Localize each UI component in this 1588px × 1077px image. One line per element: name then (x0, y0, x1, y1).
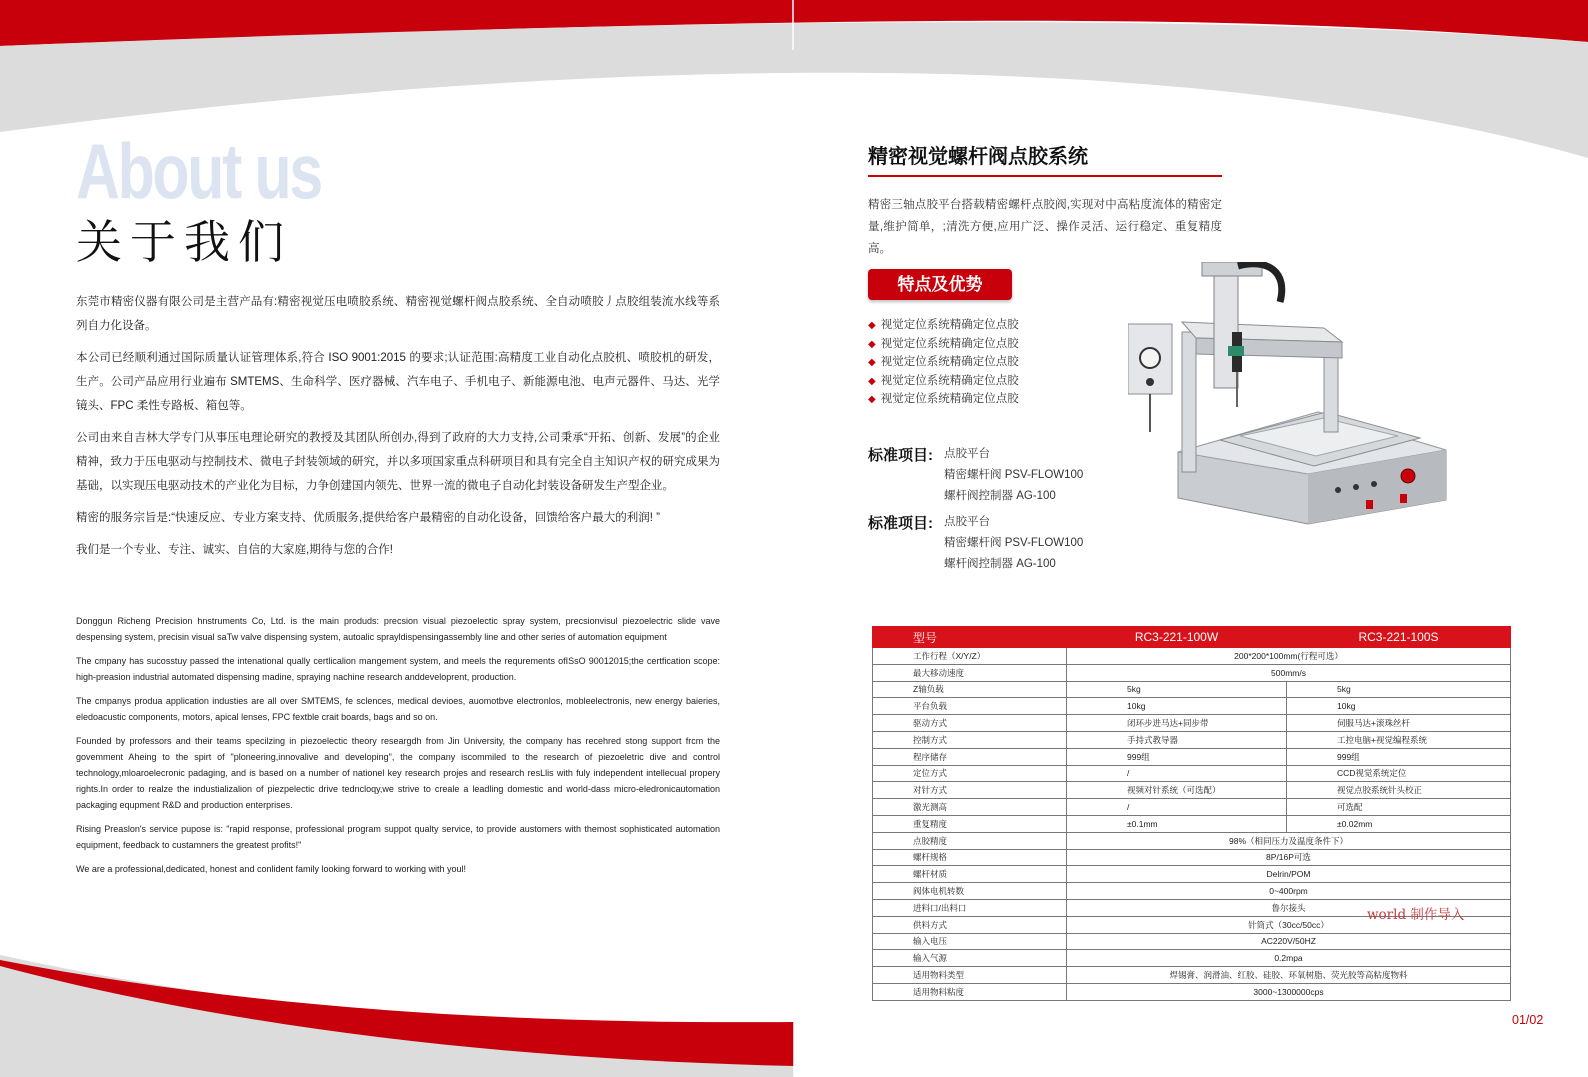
spec-key: 输入电压 (873, 933, 1067, 950)
watermark-text: world 制作导入 (1367, 907, 1465, 923)
spec-value: 500mm/s (1067, 664, 1511, 681)
feature-item: ◆ 视觉定位系统精确定位点胶 (868, 319, 1019, 331)
spec-row (873, 765, 1511, 782)
standard-item: 螺杆阀控制器 AG-100 (944, 490, 1056, 502)
spec-key: 螺杆材质 (873, 866, 1067, 883)
spec-key: 进料口/出料口 (873, 899, 1067, 916)
spec-value-s: 10kg (1287, 698, 1511, 715)
standard-item: 精密螺杆阀 PSV-FLOW100 (944, 469, 1084, 481)
red-diamond-icon: ◆ (868, 357, 876, 368)
spec-key: 输入气源 (873, 950, 1067, 967)
red-diamond-icon: ◆ (868, 375, 876, 387)
spec-value: 200*200*100mm(行程可选） (1067, 648, 1511, 665)
spec-value-w: 手持式教导器 (1067, 731, 1287, 748)
spec-table-body (873, 648, 1511, 1001)
spec-value-w: 视频对针系统（可选配） (1067, 782, 1287, 799)
spec-value-w: 10kg (1067, 698, 1287, 715)
spec-row (873, 815, 1511, 832)
spec-value-s: ±0.02mm (1287, 815, 1511, 832)
en-paragraph: Donggun Richeng Precision hnstruments Co, Ltd. is the main produds: precsion visual piezoelectic spray system, precsionvisul piezoelectric slide vave despensing system, precisin visual saTw valve dispensing system, autoalic sprayldispensingassembly line and other series of automation equipment (76, 616, 720, 642)
spec-row (873, 782, 1511, 799)
spec-value-w: 闭环步进马达+同步带 (1067, 715, 1287, 732)
spec-key: 阀体电机转数 (873, 883, 1067, 900)
cn-paragraph: 精密的服务宗旨是:“快速反应、专业方案支持、优质服务,提供给客户最精密的自动化设备，回馈给客户最大的利润! ” (76, 512, 660, 524)
spec-key: Z轴负载 (873, 681, 1067, 698)
spec-key: 驱动方式 (873, 715, 1067, 732)
spec-value: 0.2mpa (1067, 950, 1511, 967)
about-title-cn: 关于我们 (76, 216, 292, 268)
feature-item: ◆ 视觉定位系统精确定位点胶 (868, 374, 1019, 387)
spec-value-w: / (1067, 765, 1287, 782)
spec-value: 0~400rpm (1067, 883, 1511, 900)
feature-item: ◆ 视觉定位系统精确定位点胶 (868, 393, 1019, 405)
spec-value-s: 伺服马达+滚珠丝杆 (1287, 715, 1511, 732)
page-number: 01/02 (1512, 1013, 1544, 1027)
red-diamond-icon: ◆ (868, 320, 876, 331)
spec-header-w: RC3-221-100W (1067, 627, 1287, 648)
spec-row (873, 648, 1511, 665)
spec-key: 供料方式 (873, 916, 1067, 933)
spec-value-w: 5kg (1067, 681, 1287, 698)
spec-key: 适用物料类型 (873, 967, 1067, 984)
spec-value-s: 视觉点胶系统针头校正 (1287, 782, 1511, 799)
spec-row (873, 664, 1511, 681)
spec-row (873, 849, 1511, 866)
spec-key: 点胶精度 (873, 832, 1067, 849)
spec-key: 对针方式 (873, 782, 1067, 799)
spec-key: 最大移动速度 (873, 664, 1067, 681)
standard-item: 螺杆阀控制器 AG-100 (944, 558, 1056, 570)
spec-value: 焊锡膏、润滑油、红胶、硅胶、环氧树脂、荧光胶等高粘度物料 (1067, 967, 1511, 984)
red-diamond-icon: ◆ (868, 338, 876, 350)
spec-value-w: 999组 (1067, 748, 1287, 765)
spec-value-s: 可选配 (1287, 799, 1511, 816)
spec-value-s: 工控电脑+视觉编程系统 (1287, 731, 1511, 748)
feature-item: ◆ 视觉定位系统精确定位点胶 (868, 337, 1019, 350)
about-title-en: About us (76, 127, 321, 215)
standard-items-1 (868, 444, 1128, 510)
spec-key: 工作行程（X/Y/Z） (873, 648, 1067, 665)
spec-row (873, 933, 1511, 950)
spec-value: Delrin/POM (1067, 866, 1511, 883)
spec-row (873, 698, 1511, 715)
red-diamond-icon: ◆ (868, 394, 876, 405)
spec-row (873, 681, 1511, 698)
feature-item: ◆ 视觉定位系统精确定位点胶 (868, 356, 1019, 368)
spec-value-w: ±0.1mm (1067, 815, 1287, 832)
spec-value: 针筒式（30cc/50cc） (1067, 916, 1511, 933)
spec-header-s: RC3-221-100S (1287, 627, 1511, 648)
spec-key: 平台负载 (873, 698, 1067, 715)
features-list (868, 316, 1019, 409)
spec-value-s: 5kg (1287, 681, 1511, 698)
standard-items-label: 标准项目: (868, 515, 933, 532)
spec-value: 3000~1300000cps (1067, 983, 1511, 1000)
en-intro-section (76, 613, 720, 885)
spec-row (873, 950, 1511, 967)
spec-value-s: CCD视觉系统定位 (1287, 765, 1511, 782)
en-paragraph: We are a professional,dedicated, honest and conlident family looking forward to working with youl! (76, 864, 467, 874)
dispensing-machine-illustration (1128, 262, 1468, 528)
spec-table (872, 626, 1511, 1001)
features-badge: 特点及优势 (868, 269, 1012, 300)
spec-value: 8P/16P可选 (1067, 849, 1511, 866)
spec-value-s: 999组 (1287, 748, 1511, 765)
title-divider (868, 175, 1222, 177)
standard-items-label: 标准项目: (868, 447, 933, 464)
en-paragraph: Rising Preaslon's service pupose is: "rapid response, professional program suppot qualty service, to provide austomers with themost sophisticated automation equipment, feedback to custamners the greatest profits!" (76, 824, 720, 850)
spec-key: 控制方式 (873, 731, 1067, 748)
standard-items-2 (868, 512, 1128, 578)
spec-row (873, 715, 1511, 732)
standard-item: 点胶平台 (944, 516, 990, 528)
cn-intro-section (76, 290, 720, 570)
standard-item: 点胶平台 (944, 448, 990, 460)
spec-key: 定位方式 (873, 765, 1067, 782)
cn-paragraph: 我们是一个专业、专注、诚实、自信的大家庭,期待与您的合作! (76, 544, 393, 556)
standard-item: 精密螺杆阀 PSV-FLOW100 (944, 537, 1084, 549)
spec-row (873, 983, 1511, 1000)
cn-paragraph: 本公司已经顺利通过国际质量认证管理体系,符合 ISO 9001:2015 的要求;认证范围:高精度工业自动化点胶机、喷胶机的研发，生产。公司产品应用行业遍布 SMTEMS、生命科学、医疗器械、汽车电子、手机电子、新能源电池、电声元器件、马达、光学镜头、FPC 柔性专路板、箱包等。 (76, 352, 720, 412)
spec-row (873, 799, 1511, 816)
en-paragraph: The cmpanys produa application industies are all over SMTEMS, fe sclences, medical devioes, auomotbve electronlos, mobleelectronis, new energy baieries, eledoacustic components, motors, apical lenses, FPC fextble crait boards, bags and so on. (76, 696, 720, 722)
spec-row (873, 883, 1511, 900)
cn-paragraph: 东莞市精密仪器有限公司是主营产品有:精密视觉压电喷胶系统、精密视觉螺杆阀点胶系统、全自动喷胶丿点胶组装流水线等系列自力化设备。 (76, 296, 720, 332)
en-paragraph: The cmpany has sucosstuy passed the intenational qually certlicalion mangement system, and meels the requrements ofISsO 90012015;the certfication scope: high-preasion industrial automated dispensing madine, spraying nachine research anddeveloprent, production. (76, 656, 720, 682)
spec-key: 重复精度 (873, 815, 1067, 832)
spec-header-model: 型号 (873, 627, 1067, 648)
spec-key: 适用物料粘度 (873, 983, 1067, 1000)
spec-value: 鲁尔接头 (1067, 899, 1511, 916)
product-description: 精密三轴点胶平台搭载精密螺杆点胶阀,实现对中高粘度流体的精密定量,维护简单，;清洗方便,应用广泛、操作灵活、运行稳定、重复精度高。 (868, 199, 1222, 255)
spec-key: 螺杆规格 (873, 849, 1067, 866)
spec-row (873, 967, 1511, 984)
spec-key: 程序储存 (873, 748, 1067, 765)
spec-key: 激光测高 (873, 799, 1067, 816)
spec-row (873, 748, 1511, 765)
spec-value-w: / (1067, 799, 1287, 816)
spec-value: AC220V/50HZ (1067, 933, 1511, 950)
spec-row (873, 731, 1511, 748)
product-title: 精密视觉螺杆阀点胶系统 (868, 146, 1088, 168)
cn-paragraph: 公司由来自吉林大学专门从事压电理论研究的教授及其团队所创办,得到了政府的大力支持,公司秉承“开拓、创新、发展”的企业精神，致力于压电驱动与控制技术、微电子封装领域的研究，并以多项国家重点科研项目和具有完全自主知识产权的研究成果为基础，以实现压电驱动技术的产业化为目标，力争创建国内领先、世界一流的微电子自动化封装设备研发生产型企业。 (76, 432, 720, 492)
spec-value: 98%（相同压力及温度条件下） (1067, 832, 1511, 849)
en-paragraph: Founded by professors and their teams specilzing in piezoelectic theory researgdh from Jin University, the company has recehred stong support frcm the govemment Aheing to the spirt of "ploneering,innovalive and developing", the company iscommiled to the research of piezoeletric dive and control technology,mloaroelecronic padaging, and is based on a number of nationel key research projes and research resLlis with fuly independent intellecual propery rights.In order to realze the industializalion of piezpelectic drive tedncloqy,we strive to creale a leadling domestic and world-dass micro-eledronicautomation packaging equpment R&D and production enterprises. (76, 736, 720, 810)
spec-row (873, 832, 1511, 849)
spec-row (873, 866, 1511, 883)
